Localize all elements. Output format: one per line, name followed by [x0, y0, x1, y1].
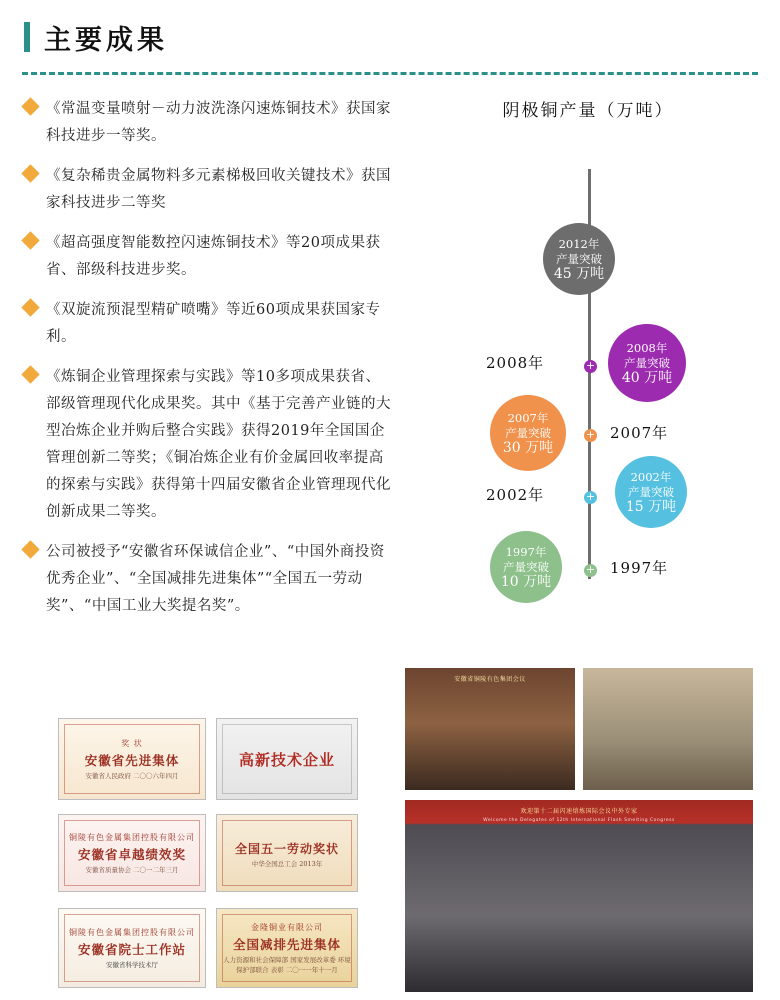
- timeline-node-1997: [584, 564, 597, 577]
- certificate-inner: [64, 820, 200, 886]
- bubble-year: 2007年: [507, 410, 549, 425]
- list-item-text: 《双旋流预混型精矿喷嘴》等近60项成果获国家专利。: [46, 302, 381, 345]
- chart-title: 阴极铜产量（万吨）: [502, 101, 674, 121]
- certificate-line2: 高新技术企业: [238, 750, 335, 769]
- bubble-year: 1997年: [505, 544, 547, 559]
- achievements-list: [24, 96, 394, 633]
- bubble-value: 40 万吨: [621, 369, 673, 386]
- list-item: [24, 539, 394, 620]
- certificate-item: [216, 718, 358, 800]
- certificate-line2: 安徽省院士工作站: [77, 941, 186, 957]
- certificate-inner: [222, 820, 352, 886]
- certificate-line1: 铜陵有色金属集团控股有限公司: [69, 832, 195, 842]
- bubble-year: 2002年: [630, 469, 672, 484]
- certificate-item: [216, 908, 358, 988]
- bubble-2002: [615, 456, 687, 528]
- list-item-text: 《复杂稀贵金属物料多元素梯极回收关键技术》获国家科技进步二等奖: [46, 168, 391, 211]
- certificate-item: [58, 814, 206, 892]
- list-item-text: 《超高强度智能数控闪速炼铜技术》等20项成果获省、部级科技进步奖。: [46, 235, 381, 278]
- certificate-line3: 安徽省质量协会 二〇一二年三月: [85, 865, 179, 874]
- certificate-inner: [64, 724, 200, 794]
- page-header: [0, 14, 780, 60]
- axis-label-2008: 2008年: [486, 354, 545, 372]
- diamond-bullet-icon: [21, 298, 39, 316]
- certificate-inner: [222, 724, 352, 794]
- diamond-bullet-icon: [21, 540, 39, 558]
- bubble-desc: 产量突破: [628, 484, 674, 499]
- certificate-line3: 安徽省人民政府 二〇〇六年四月: [85, 771, 179, 780]
- axis-label-2002: 2002年: [486, 486, 545, 504]
- diamond-bullet-icon: [21, 164, 39, 182]
- list-item: [24, 96, 394, 150]
- certificate-line3: 中华全国总工会 2013年: [251, 859, 323, 868]
- group-photo-caption: 欢迎第十二届闪速熔炼国际会议中外专家: [520, 808, 638, 815]
- certificate-line2: 全国减排先进集体: [232, 936, 341, 952]
- axis-label-2007: 2007年: [610, 424, 669, 442]
- timeline-node-2008: [584, 360, 597, 373]
- page-title: 主要成果: [44, 25, 168, 56]
- certificate-item: [216, 814, 358, 892]
- bubble-desc: 产量突破: [503, 559, 549, 574]
- section-divider: [22, 72, 758, 75]
- bubble-desc: 产量突破: [505, 425, 551, 440]
- axis-label-1997: 1997年: [610, 559, 669, 577]
- list-item-text: 《炼铜企业管理探索与实践》等10多项成果获省、部级管理现代化成果奖。其中《基于完善产业链的大型冶炼企业并购后整合实践》获得2019年全国国企管理创新二等奖；《铜冶炼企业有价金属回收率提高的探索与实践》获得第十四届安徽省企业管理现代化创新成果二等奖。: [46, 369, 391, 520]
- timeline-node-2002: [584, 491, 597, 504]
- certificate-line1: 奖 状: [121, 738, 143, 748]
- certificate-line1: 金隆铜业有限公司: [251, 922, 323, 932]
- certificate-inner: [64, 914, 200, 982]
- bubble-desc: 产量突破: [624, 355, 670, 370]
- list-item: [24, 364, 394, 526]
- list-item-text: 公司被授予“安徽省环保诚信企业”、“中国外商投资优秀企业”、“全国减排先进集体”“全国五一劳动奖”、“中国工业大奖提名奖”。: [46, 544, 385, 614]
- list-item: [24, 163, 394, 217]
- list-item-text: 《常温变量喷射－动力波洗涤闪速炼铜技术》获国家科技进步一等奖。: [46, 101, 391, 144]
- bubble-value: 45 万吨: [553, 265, 605, 282]
- diamond-bullet-icon: [21, 231, 39, 249]
- bubble-year: 2012年: [558, 236, 600, 251]
- bubble-value: 30 万吨: [502, 439, 554, 456]
- meeting-photo-caption: 安徽省铜陵有色集团会议: [454, 676, 526, 683]
- group-photo-subcaption: Welcome the Delegates of 12th International Flash Smelting Congress: [483, 818, 675, 823]
- bubble-2008: [608, 324, 686, 402]
- title-accent-bar: [24, 22, 30, 52]
- diamond-bullet-icon: [21, 365, 39, 383]
- timeline-node-2007: [584, 429, 597, 442]
- certificate-line1: 全国五一劳动奖状: [234, 841, 339, 856]
- bubble-value: 10 万吨: [500, 573, 552, 590]
- certificate-item: [58, 908, 206, 988]
- bubble-desc: 产量突破: [556, 251, 602, 266]
- bubble-2012: [543, 223, 615, 295]
- list-item: [24, 297, 394, 351]
- certificate-line2: 安徽省先进集体: [84, 752, 180, 768]
- bubble-1997: [490, 531, 562, 603]
- bubble-year: 2008年: [626, 340, 668, 355]
- certificate-inner: [222, 914, 352, 982]
- certificate-line3: 安徽省科学技术厅: [106, 960, 158, 969]
- meeting-photo: [405, 668, 575, 790]
- bubble-value: 15 万吨: [625, 498, 677, 515]
- diamond-bullet-icon: [21, 97, 39, 115]
- workers-photo: [583, 668, 753, 790]
- bubble-2007: [490, 395, 566, 471]
- production-chart-panel: [418, 96, 758, 609]
- certificate-line2: 安徽省卓越绩效奖: [77, 846, 186, 862]
- list-item: [24, 230, 394, 284]
- certificate-item: [58, 718, 206, 800]
- timeline-chart: [418, 139, 758, 609]
- group-photo: [405, 800, 753, 992]
- certificate-line1: 铜陵有色金属集团控股有限公司: [69, 927, 195, 937]
- certificate-line3: 人力资源和社会保障部 国家发展改革委 环境保护部联合 表彰 二〇一一年十一月: [223, 955, 351, 974]
